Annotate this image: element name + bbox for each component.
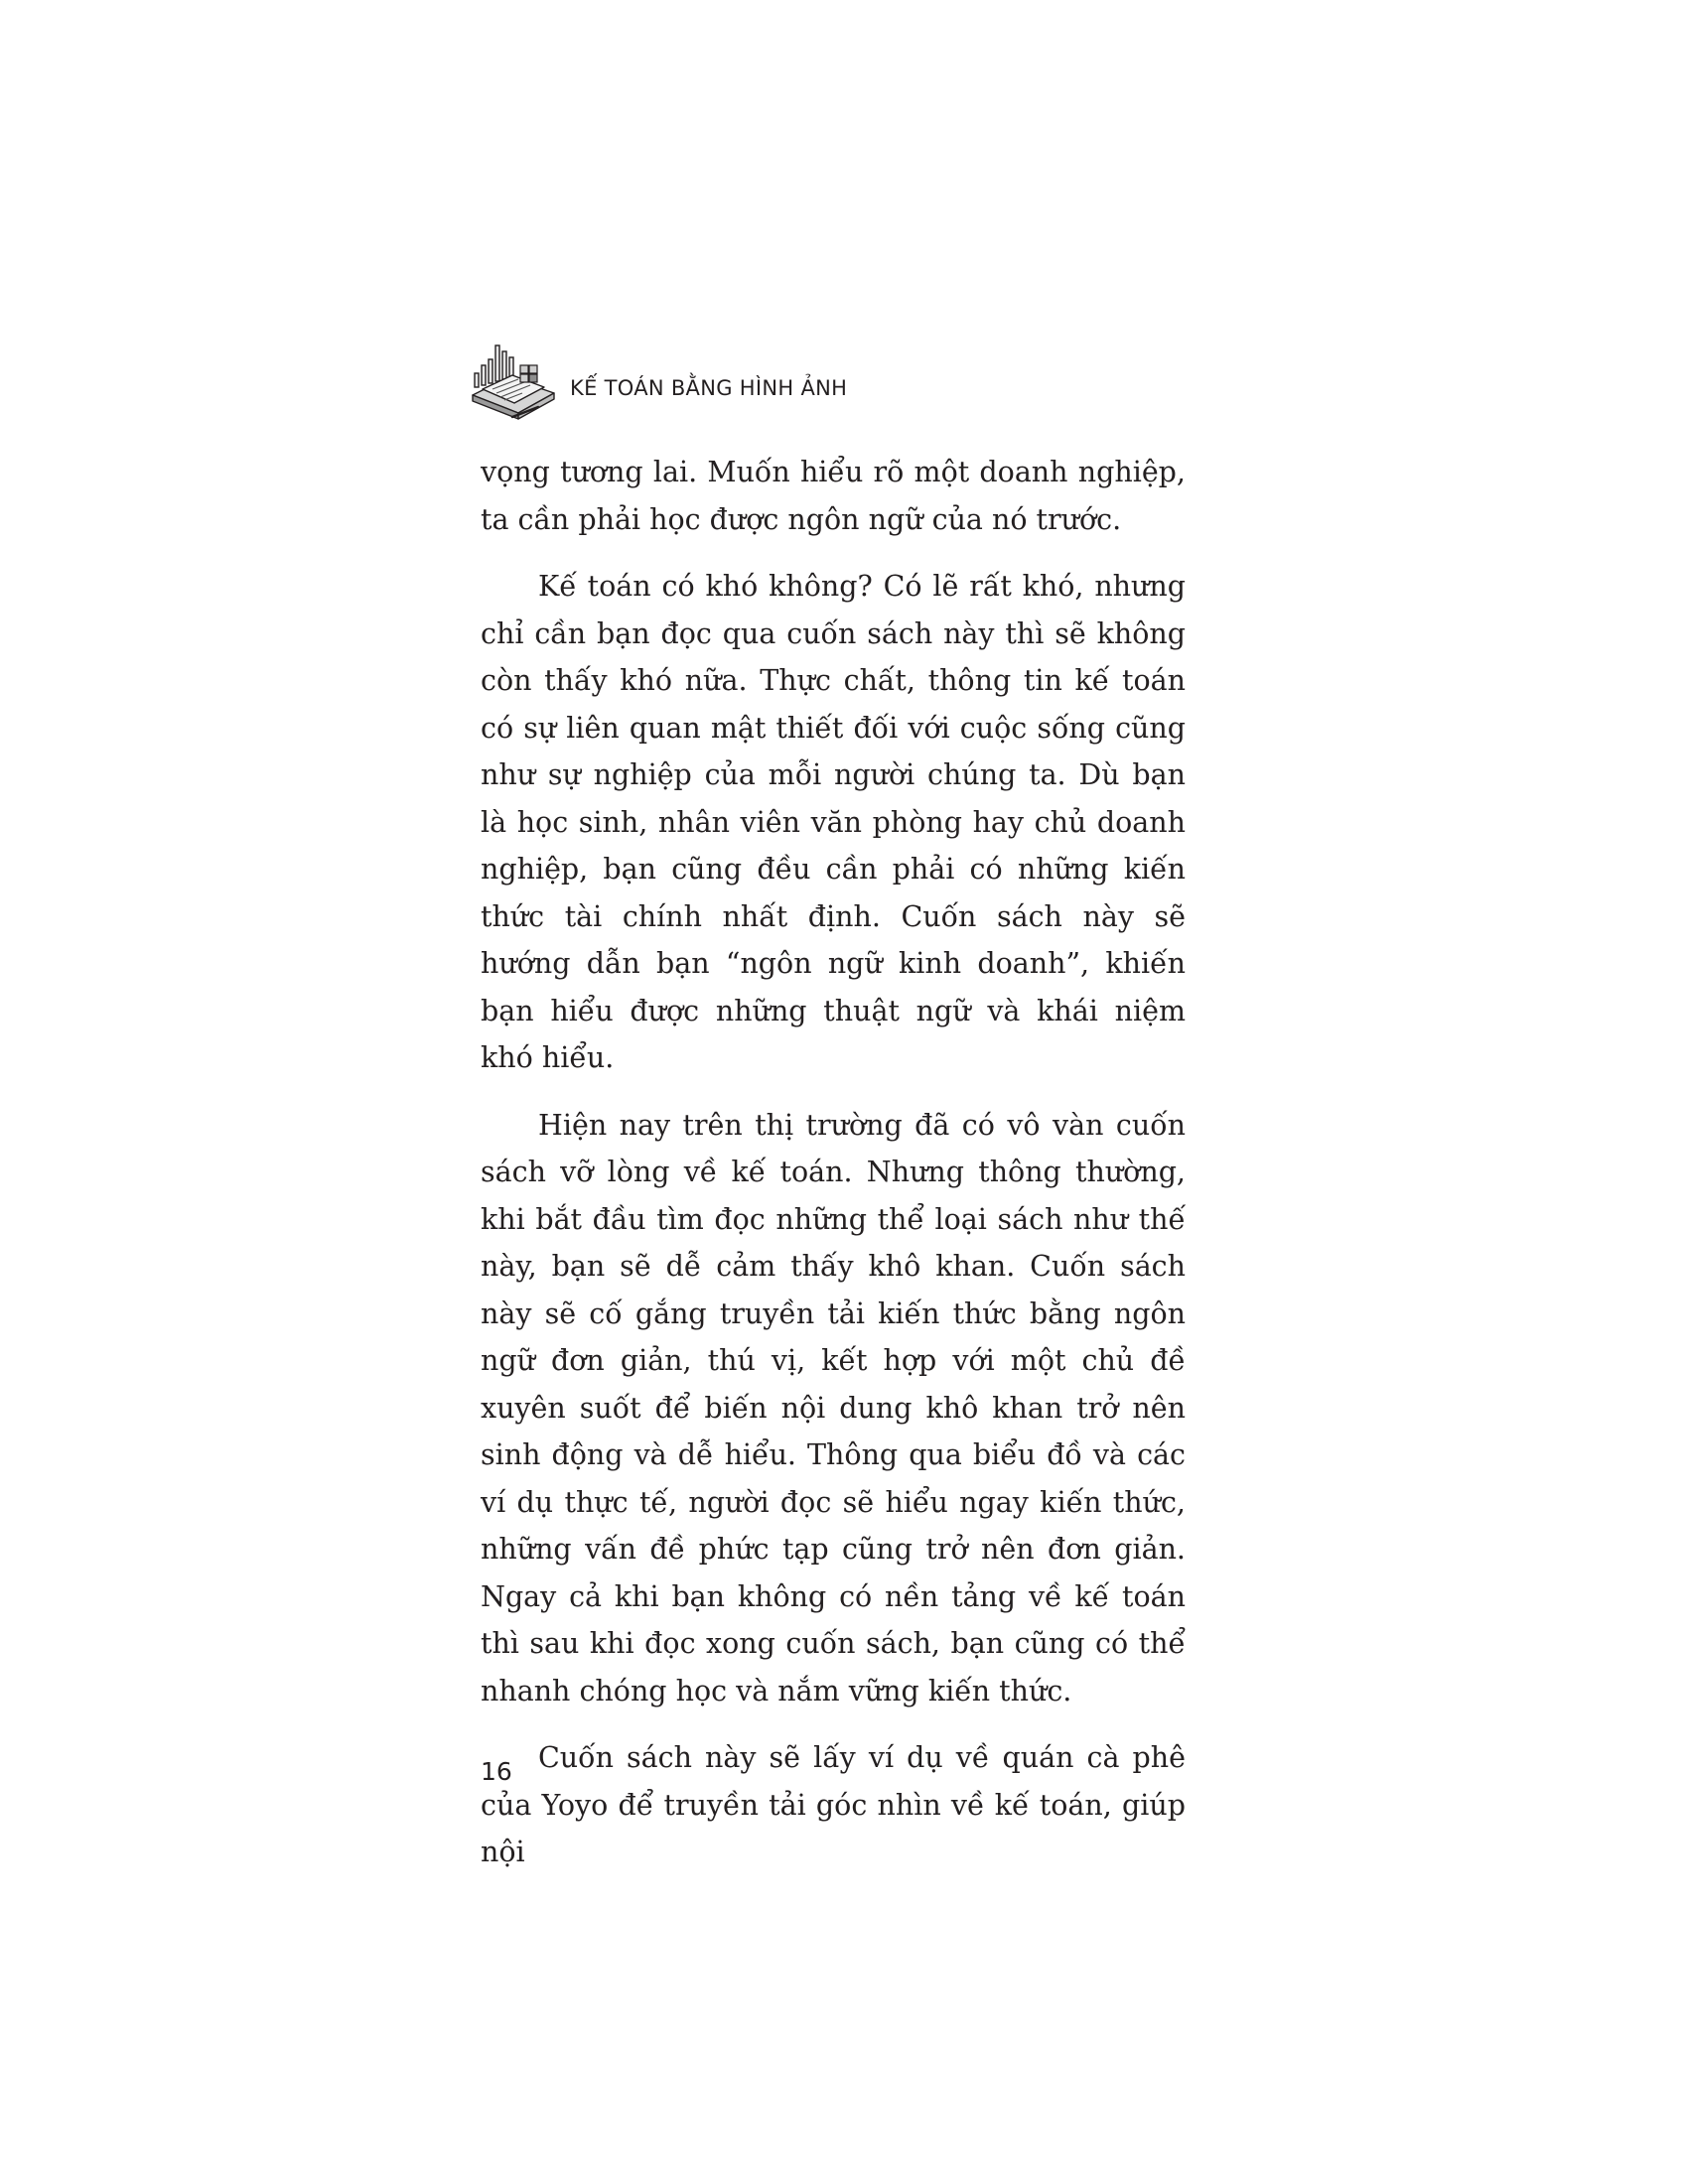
page-number: 16: [481, 1757, 512, 1786]
paragraph-1: vọng tương lai. Muốn hiểu rõ một doanh nghiệp, ta cần phải học được ngôn ngữ của nó trước.: [481, 456, 1186, 536]
paragraph-2: Kế toán có khó không? Có lẽ rất khó, nhưng chỉ cần bạn đọc qua cuốn sách này thì sẽ không còn thấy khó nữa. Thực chất, thông tin kế toán có sự liên quan mật thiết đối với cuộc sống cũng như sự nghiệp của mỗi người chúng ta. Dù bạn là học sinh, nhân viên văn phòng hay chủ doanh nghiệp, bạn cũng đều cần phải có những kiến thức tài chính nhất định. Cuốn sách này sẽ hướng dẫn bạn “ngôn ngữ kinh doanh”, khiến bạn hiểu được những thuật ngữ và khái niệm khó hiểu.: [481, 570, 1186, 1074]
paragraph-4: Cuốn sách này sẽ lấy ví dụ về quán cà phê của Yoyo để truyền tải góc nhìn về kế toán, giúp nội: [481, 1741, 1186, 1868]
accounting-charts-icon: [469, 338, 560, 427]
running-title: KẾ TOÁN BẰNG HÌNH ẢNH: [570, 376, 848, 400]
paragraph-3: Hiện nay trên thị trường đã có vô vàn cuốn sách vỡ lòng về kế toán. Nhưng thông thường, khi bắt đầu tìm đọc những thể loại sách như thế này, bạn sẽ dễ cảm thấy khô khan. Cuốn sách này sẽ cố gắng truyền tải kiến thức bằng ngôn ngữ đơn giản, thú vị, kết hợp với một chủ đề xuyên suốt để biến nội dung khô khan trở nên sinh động và dễ hiểu. Thông qua biểu đồ và các ví dụ thực tế, người đọc sẽ hiểu ngay kiến thức, những vấn đề phức tạp cũng trở nên đơn giản. Ngay cả khi bạn không có nền tảng về kế toán thì sau khi đọc xong cuốn sách, bạn cũng có thể nhanh chóng học và nắm vững kiến thức.: [481, 1108, 1186, 1707]
running-header: [469, 338, 847, 427]
body-text: [481, 449, 1186, 1896]
